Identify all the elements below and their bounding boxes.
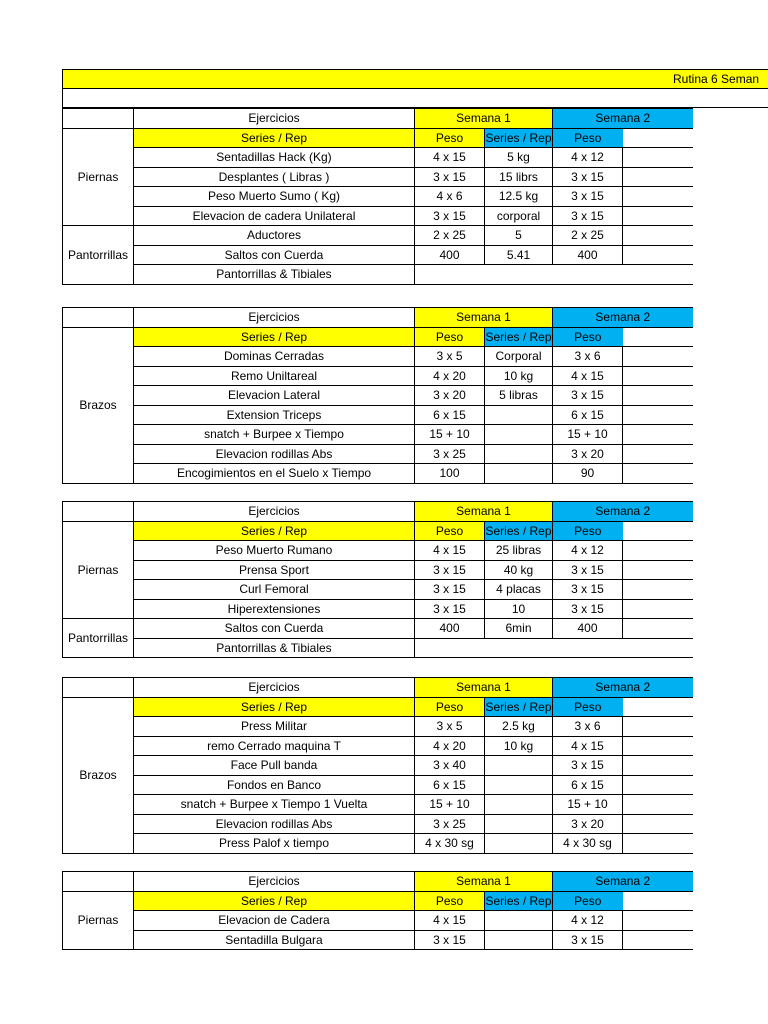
peso-cell[interactable]	[623, 736, 693, 756]
muscle-group-cell[interactable]: Pantorrillas	[63, 619, 134, 658]
peso-cell[interactable]: 10 kg	[485, 366, 553, 386]
peso-cell[interactable]: 2.5 kg	[485, 717, 553, 737]
peso-cell[interactable]	[485, 464, 553, 484]
semana2-header[interactable]: Semana 2	[553, 502, 693, 522]
sheet-title: Rutina 6 Seman	[673, 72, 760, 86]
peso-cell[interactable]: 6min	[485, 619, 553, 639]
routine-table-1	[62, 108, 693, 285]
peso-cell[interactable]	[485, 425, 553, 445]
series-rep-cell[interactable]: 3 x 25	[415, 444, 485, 464]
group-header-cell[interactable]	[63, 678, 134, 698]
peso-cell[interactable]	[623, 580, 693, 600]
blank-row[interactable]	[62, 89, 768, 108]
table-row	[63, 736, 693, 756]
series-rep-cell[interactable]: 3 x 15	[415, 580, 485, 600]
table-row	[63, 226, 693, 246]
series-rep-cell[interactable]: 3 x 15	[415, 167, 485, 187]
peso-cell[interactable]: 5 kg	[485, 148, 553, 168]
table-row	[63, 366, 693, 386]
peso-cell[interactable]	[485, 775, 553, 795]
exercise-cell[interactable]: Elevacion rodillas Abs	[134, 814, 415, 834]
table-row	[63, 756, 693, 776]
peso-header[interactable]: Peso	[553, 891, 623, 911]
peso-header[interactable]: Peso	[553, 128, 623, 148]
table-row	[63, 464, 693, 484]
series-rep-cell[interactable]: 15 + 10	[553, 795, 623, 815]
table-row	[63, 580, 693, 600]
peso-cell[interactable]	[623, 834, 693, 854]
exercise-cell[interactable]: remo Cerrado maquina T	[134, 736, 415, 756]
series-rep-cell[interactable]: 4 x 30 sg	[553, 834, 623, 854]
exercise-cell[interactable]: Face Pull banda	[134, 756, 415, 776]
table-row	[63, 717, 693, 737]
exercise-cell[interactable]: snatch + Burpee x Tiempo	[134, 425, 415, 445]
series-rep-cell[interactable]: 3 x 15	[553, 560, 623, 580]
series-rep-cell[interactable]: 400	[415, 245, 485, 265]
series-rep-cell[interactable]: 15 + 10	[553, 425, 623, 445]
series-rep-cell[interactable]: 3 x 20	[553, 444, 623, 464]
subheader-row	[63, 327, 693, 347]
series-rep-cell[interactable]: 4 x 20	[415, 736, 485, 756]
exercise-cell[interactable]: Press Militar	[134, 717, 415, 737]
table-row	[63, 541, 693, 561]
series-rep-cell[interactable]: 3 x 15	[553, 187, 623, 207]
exercise-cell[interactable]: Encogimientos en el Suelo x Tiempo	[134, 464, 415, 484]
series-rep-cell[interactable]: 400	[553, 619, 623, 639]
subheader-row	[63, 128, 693, 148]
series-rep-cell[interactable]: 3 x 15	[415, 930, 485, 950]
peso-cell[interactable]	[485, 756, 553, 776]
semana2-header[interactable]: Semana 2	[553, 109, 693, 129]
series-rep-cell[interactable]: 4 x 30 sg	[415, 834, 485, 854]
peso-cell[interactable]	[623, 464, 693, 484]
peso-cell[interactable]	[623, 795, 693, 815]
peso-cell[interactable]	[623, 911, 693, 931]
exercise-cell[interactable]: Press Palof x tiempo	[134, 834, 415, 854]
exercise-cell[interactable]: Desplantes ( Libras )	[134, 167, 415, 187]
exercise-cell[interactable]: Pantorrillas & Tibiales	[134, 638, 415, 658]
peso-cell[interactable]: 4 placas	[485, 580, 553, 600]
exercise-cell[interactable]: snatch + Burpee x Tiempo 1 Vuelta	[134, 795, 415, 815]
table-row	[63, 834, 693, 854]
peso-cell[interactable]	[623, 425, 693, 445]
table-row	[63, 444, 693, 464]
peso-cell[interactable]	[485, 814, 553, 834]
series-rep-cell[interactable]: 4 x 15	[415, 911, 485, 931]
peso-cell[interactable]	[623, 206, 693, 226]
semana2-header[interactable]: Semana 2	[553, 678, 693, 698]
subheader-row	[63, 697, 693, 717]
ejercicios-header[interactable]: Ejercicios	[134, 109, 415, 129]
semana1-header[interactable]: Semana 1	[415, 502, 553, 522]
series-rep-cell[interactable]: 4 x 6	[415, 187, 485, 207]
series-rep-cell[interactable]: 4 x 12	[553, 541, 623, 561]
table-row	[63, 425, 693, 445]
peso-cell[interactable]	[623, 756, 693, 776]
subheader-row	[63, 891, 693, 911]
peso-header[interactable]: Peso	[415, 891, 485, 911]
series-rep-cell[interactable]: 4 x 15	[415, 148, 485, 168]
series-rep-header[interactable]: Series / Rep	[134, 128, 415, 148]
header-row	[63, 109, 693, 129]
sheet-title-bar[interactable]	[62, 69, 768, 89]
peso-header[interactable]: Peso	[415, 327, 485, 347]
peso-cell[interactable]	[623, 347, 693, 367]
semana2-header[interactable]: Semana 2	[553, 872, 693, 892]
routine-table-2	[62, 307, 693, 484]
table-row	[63, 814, 693, 834]
exercise-cell[interactable]: Extension Triceps	[134, 405, 415, 425]
semana1-header[interactable]: Semana 1	[415, 872, 553, 892]
series-rep-cell[interactable]: 3 x 15	[415, 599, 485, 619]
exercise-cell[interactable]: Peso Muerto Sumo ( Kg)	[134, 187, 415, 207]
exercise-cell[interactable]: Elevacion Lateral	[134, 386, 415, 406]
series-rep-cell[interactable]: 3 x 15	[553, 930, 623, 950]
table-row	[63, 187, 693, 207]
table-row	[63, 619, 693, 639]
series-rep-cell[interactable]: 3 x 15	[553, 756, 623, 776]
peso-header[interactable]: Peso	[415, 521, 485, 541]
routine-table-3	[62, 501, 693, 658]
table-row	[63, 560, 693, 580]
exercise-cell[interactable]: Elevacion de Cadera	[134, 911, 415, 931]
series-rep-cell[interactable]: 3 x 15	[553, 580, 623, 600]
series-rep-cell[interactable]: 3 x 15	[415, 560, 485, 580]
series-rep-cell[interactable]: 3 x 20	[415, 386, 485, 406]
series-rep-header[interactable]: Series / Rep	[485, 327, 553, 347]
peso-cell[interactable]: 5.41	[485, 245, 553, 265]
muscle-group-cell[interactable]: Piernas	[63, 521, 134, 619]
table-row	[63, 265, 693, 285]
exercise-cell[interactable]: Elevacion rodillas Abs	[134, 444, 415, 464]
exercise-cell[interactable]: Sentadilla Bulgara	[134, 930, 415, 950]
exercise-cell[interactable]: Curl Femoral	[134, 580, 415, 600]
subheader-row	[63, 521, 693, 541]
group-header-cell[interactable]	[63, 502, 134, 522]
series-rep-header[interactable]: Series / Rep	[134, 697, 415, 717]
exercise-cell[interactable]: Saltos con Cuerda	[134, 245, 415, 265]
muscle-group-cell[interactable]: Piernas	[63, 128, 134, 226]
series-rep-cell[interactable]: 3 x 15	[553, 386, 623, 406]
semana1-header[interactable]: Semana 1	[415, 109, 553, 129]
group-header-cell[interactable]	[63, 872, 134, 892]
peso-cell[interactable]: 12.5 kg	[485, 187, 553, 207]
peso-cell[interactable]	[623, 167, 693, 187]
series-rep-cell[interactable]: 3 x 40	[415, 756, 485, 776]
peso-header[interactable]: Peso	[415, 697, 485, 717]
peso-cell[interactable]: 10	[485, 599, 553, 619]
peso-cell[interactable]	[485, 930, 553, 950]
semana2-header[interactable]: Semana 2	[553, 308, 693, 328]
peso-cell[interactable]: 10 kg	[485, 736, 553, 756]
series-rep-cell[interactable]: 6 x 15	[553, 775, 623, 795]
exercise-cell[interactable]: Elevacion de cadera Unilateral	[134, 206, 415, 226]
header-row	[63, 308, 693, 328]
table-row	[63, 347, 693, 367]
table-row	[63, 775, 693, 795]
peso-cell[interactable]: Corporal	[485, 347, 553, 367]
peso-cell[interactable]	[623, 444, 693, 464]
table-row	[63, 930, 693, 950]
peso-cell[interactable]	[485, 444, 553, 464]
peso-cell[interactable]	[623, 148, 693, 168]
header-row	[63, 678, 693, 698]
peso-cell[interactable]	[623, 541, 693, 561]
series-rep-header[interactable]: Series / Rep	[485, 891, 553, 911]
ejercicios-header[interactable]: Ejercicios	[134, 678, 415, 698]
series-rep-cell[interactable]: 3 x 15	[553, 599, 623, 619]
group-header-cell[interactable]	[63, 109, 134, 129]
table-row	[63, 599, 693, 619]
series-rep-cell[interactable]: 15 + 10	[415, 425, 485, 445]
series-rep-cell[interactable]: 6 x 15	[415, 405, 485, 425]
table-row	[63, 405, 693, 425]
peso-cell[interactable]	[623, 366, 693, 386]
exercise-cell[interactable]: Dominas Cerradas	[134, 347, 415, 367]
series-rep-header[interactable]: Series / Rep	[485, 521, 553, 541]
ejercicios-header[interactable]: Ejercicios	[134, 502, 415, 522]
peso-cell[interactable]: 5 libras	[485, 386, 553, 406]
series-rep-cell[interactable]: 4 x 20	[415, 366, 485, 386]
peso-cell[interactable]: 40 kg	[485, 560, 553, 580]
series-rep-header[interactable]: Series / Rep	[134, 521, 415, 541]
header-row	[63, 872, 693, 892]
series-rep-header[interactable]: Series / Rep	[134, 327, 415, 347]
empty-cell[interactable]	[415, 638, 693, 658]
series-rep-cell[interactable]: 4 x 15	[553, 366, 623, 386]
series-rep-cell[interactable]: 4 x 15	[553, 736, 623, 756]
ejercicios-header[interactable]: Ejercicios	[134, 872, 415, 892]
exercise-cell[interactable]: Peso Muerto Rumano	[134, 541, 415, 561]
table-row	[63, 206, 693, 226]
peso-cell[interactable]	[485, 911, 553, 931]
peso-cell[interactable]: 25 libras	[485, 541, 553, 561]
semana1-header[interactable]: Semana 1	[415, 308, 553, 328]
peso-cell[interactable]	[623, 814, 693, 834]
exercise-cell[interactable]: Pantorrillas & Tibiales	[134, 265, 415, 285]
series-rep-cell[interactable]: 3 x 5	[415, 347, 485, 367]
series-rep-cell[interactable]: 3 x 25	[415, 814, 485, 834]
peso-cell[interactable]	[623, 599, 693, 619]
peso-cell[interactable]	[623, 187, 693, 207]
table-row	[63, 638, 693, 658]
series-rep-header[interactable]: Series / Rep	[134, 891, 415, 911]
series-rep-cell[interactable]: 2 x 25	[415, 226, 485, 246]
muscle-group-cell[interactable]: Piernas	[63, 891, 134, 950]
table-row	[63, 167, 693, 187]
series-rep-cell[interactable]: 4 x 15	[415, 541, 485, 561]
series-rep-cell[interactable]: 6 x 15	[553, 405, 623, 425]
peso-cell[interactable]	[623, 930, 693, 950]
series-rep-cell[interactable]: 3 x 6	[553, 717, 623, 737]
series-rep-header[interactable]: Series / Rep	[485, 128, 553, 148]
peso-cell[interactable]	[623, 775, 693, 795]
peso-cell[interactable]	[623, 245, 693, 265]
muscle-group-cell[interactable]: Brazos	[63, 697, 134, 853]
series-rep-cell[interactable]: 4 x 12	[553, 148, 623, 168]
exercise-cell[interactable]: Sentadillas Hack (Kg)	[134, 148, 415, 168]
ejercicios-header[interactable]: Ejercicios	[134, 308, 415, 328]
table-row	[63, 911, 693, 931]
series-rep-cell[interactable]: 3 x 15	[553, 206, 623, 226]
empty-cell[interactable]	[415, 265, 693, 285]
series-rep-cell[interactable]: 6 x 15	[415, 775, 485, 795]
exercise-cell[interactable]: Saltos con Cuerda	[134, 619, 415, 639]
peso-header[interactable]: Peso	[553, 327, 623, 347]
series-rep-cell[interactable]: 400	[553, 245, 623, 265]
peso-cell[interactable]	[623, 405, 693, 425]
peso-cell[interactable]	[623, 560, 693, 580]
exercise-cell[interactable]: Hiperextensiones	[134, 599, 415, 619]
series-rep-cell[interactable]: 90	[553, 464, 623, 484]
series-rep-cell[interactable]: 2 x 25	[553, 226, 623, 246]
peso-header[interactable]: Peso	[415, 128, 485, 148]
series-rep-cell[interactable]: 3 x 6	[553, 347, 623, 367]
series-rep-cell[interactable]: 100	[415, 464, 485, 484]
semana1-header[interactable]: Semana 1	[415, 678, 553, 698]
peso-header[interactable]: Peso	[553, 521, 623, 541]
header-row	[63, 502, 693, 522]
peso-cell[interactable]	[623, 226, 693, 246]
routine-table-5	[62, 871, 693, 950]
peso-header[interactable]: Peso	[553, 697, 623, 717]
exercise-cell[interactable]: Remo Uniltareal	[134, 366, 415, 386]
peso-cell[interactable]	[485, 405, 553, 425]
table-row	[63, 148, 693, 168]
peso-cell[interactable]	[623, 619, 693, 639]
table-row	[63, 386, 693, 406]
series-rep-cell[interactable]: 400	[415, 619, 485, 639]
series-rep-cell[interactable]: 3 x 15	[415, 206, 485, 226]
exercise-cell[interactable]: Fondos en Banco	[134, 775, 415, 795]
peso-cell[interactable]	[485, 795, 553, 815]
series-rep-cell[interactable]: 3 x 15	[553, 167, 623, 187]
series-rep-cell[interactable]: 3 x 5	[415, 717, 485, 737]
peso-cell[interactable]	[485, 834, 553, 854]
series-rep-cell[interactable]: 3 x 20	[553, 814, 623, 834]
peso-cell[interactable]: corporal	[485, 206, 553, 226]
table-row	[63, 245, 693, 265]
peso-cell[interactable]	[623, 717, 693, 737]
group-header-cell[interactable]	[63, 308, 134, 328]
peso-cell[interactable]: 5	[485, 226, 553, 246]
series-rep-header[interactable]: Series / Rep	[485, 697, 553, 717]
table-row	[63, 795, 693, 815]
routine-table-4	[62, 677, 693, 854]
series-rep-cell[interactable]: 4 x 12	[553, 911, 623, 931]
exercise-cell[interactable]: Prensa Sport	[134, 560, 415, 580]
series-rep-cell[interactable]: 15 + 10	[415, 795, 485, 815]
muscle-group-cell[interactable]: Pantorrillas	[63, 226, 134, 285]
peso-cell[interactable]: 15 librs	[485, 167, 553, 187]
peso-cell[interactable]	[623, 386, 693, 406]
exercise-cell[interactable]: Aductores	[134, 226, 415, 246]
muscle-group-cell[interactable]: Brazos	[63, 327, 134, 483]
